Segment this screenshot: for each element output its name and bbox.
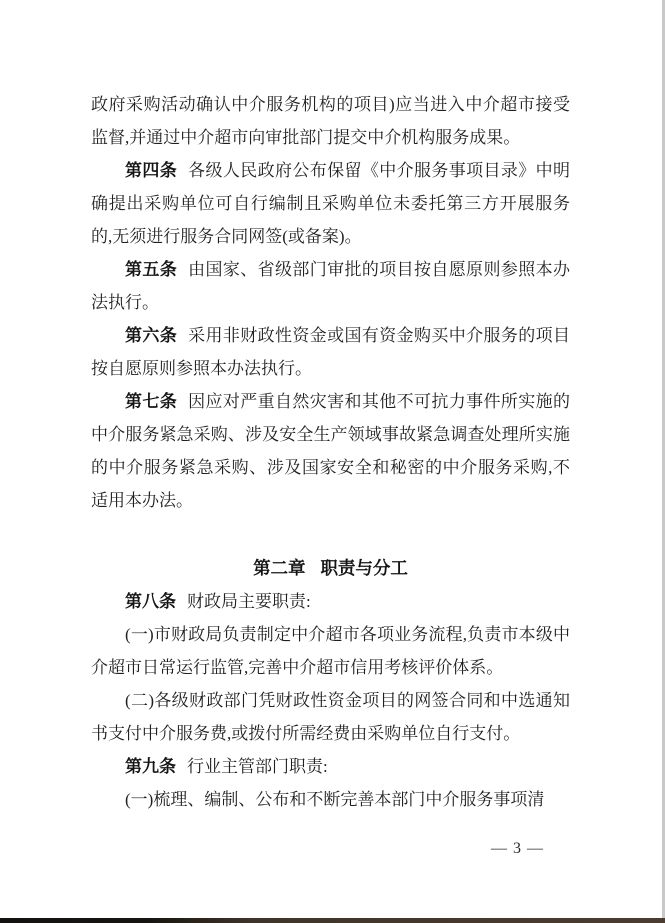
paragraph-text: 行业主管部门职责:: [187, 757, 328, 776]
article-paragraph: [91, 253, 570, 319]
chapter-heading: [91, 552, 570, 585]
paragraph-text: 由国家、省级部门审批的项目按自愿原则参照本办法执行。: [91, 260, 571, 312]
article-label: 第七条: [125, 392, 178, 411]
article-label: 第五条: [125, 260, 178, 279]
article-paragraph: [91, 750, 570, 783]
article-label: 第六条: [125, 326, 178, 345]
article-label: 第九条: [125, 757, 176, 776]
scan-edge-bottom: [0, 918, 665, 923]
article-label: 第四条: [125, 161, 178, 180]
article-paragraph: [91, 319, 570, 385]
document-body: [91, 88, 570, 816]
paragraph-text: 采用非财政性资金或国有资金购买中介服务的项目按自愿原则参照本办法执行。: [91, 326, 571, 378]
list-item-paragraph: [91, 783, 570, 816]
page-number: — 3 —: [491, 840, 544, 857]
chapter-title: 职责与分工: [320, 558, 408, 578]
article-paragraph: [91, 585, 570, 618]
article-label: 第八条: [125, 592, 176, 611]
paragraph-text: 政府采购活动确认中介服务机构的项目)应当进入中介超市接受监督,并通过中介超市向审批部门提交中介机构服务成果。: [91, 95, 570, 147]
body-paragraph: [91, 88, 570, 154]
list-item-paragraph: [91, 618, 570, 684]
paragraph-text: (一)梳理、编制、公布和不断完善本部门中介服务事项清: [125, 790, 545, 809]
paragraph-text: (一)市财政局负责制定中介超市各项业务流程,负责市本级中介超市日常运行监管,完善中介超市信用考核评价体系。: [91, 625, 570, 677]
paragraph-text: 因应对严重自然灾害和其他不可抗力事件所实施的中介服务紧急采购、涉及安全生产领域事故紧急调查处理所实施的中介服务紧急采购、涉及国家安全和秘密的中介服务采购,不适用本办法。: [91, 392, 571, 510]
article-paragraph: [91, 385, 570, 517]
list-item-paragraph: [91, 684, 570, 750]
paragraph-text: (二)各级财政部门凭财政性资金项目的网签合同和中选通知书支付中介服务费,或拨付所需经费由采购单位自行支付。: [91, 691, 570, 743]
paragraph-text: 各级人民政府公布保留《中介服务事项目录》中明确提出采购单位可自行编制且采购单位未委托第三方开展服务的,无须进行服务合同网签(或备案)。: [91, 161, 571, 246]
article-paragraph: [91, 154, 570, 253]
chapter-number: 第二章: [253, 558, 306, 578]
paragraph-text: 财政局主要职责:: [187, 592, 311, 611]
